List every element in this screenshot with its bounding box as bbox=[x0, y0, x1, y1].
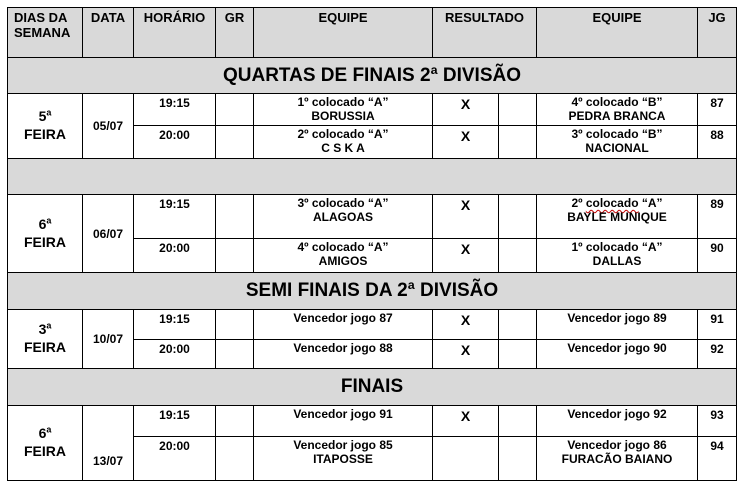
game-number: 91 bbox=[698, 310, 737, 340]
header-game: JG bbox=[698, 8, 737, 58]
header-row bbox=[8, 8, 737, 58]
header-result: RESULTADO bbox=[433, 8, 537, 58]
spellcheck-underline: colocado bbox=[585, 196, 639, 210]
group-cell bbox=[216, 239, 254, 273]
team-1-cell: 2º colocado “A” C S K A bbox=[254, 126, 433, 159]
team-2-cell: Vencedor jogo 86 FURACÃO BAIANO bbox=[537, 437, 698, 481]
team-1-cell: 3º colocado “A” ALAGOAS bbox=[254, 195, 433, 239]
section-spacer bbox=[8, 159, 737, 195]
result-x: X bbox=[433, 126, 499, 159]
time-cell: 19:15 bbox=[134, 195, 216, 239]
team-2-cell: 4º colocado “B” PEDRA BRANCA bbox=[537, 94, 698, 126]
section-title-final: FINAIS bbox=[8, 369, 737, 406]
team-2-cell: Vencedor jogo 90 bbox=[537, 340, 698, 369]
day-cell: 6$^a$ FEIRA bbox=[8, 406, 83, 481]
result-score-cell bbox=[499, 310, 537, 340]
result-score-cell bbox=[499, 340, 537, 369]
group-cell bbox=[216, 126, 254, 159]
result-x: X bbox=[433, 195, 499, 239]
game-row bbox=[8, 94, 737, 126]
team-2-cell: Vencedor jogo 92 bbox=[537, 406, 698, 437]
day-cell: 3$^a$ FEIRA bbox=[8, 310, 83, 369]
game-number: 88 bbox=[698, 126, 737, 159]
time-cell: 20:00 bbox=[134, 340, 216, 369]
group-cell bbox=[216, 406, 254, 437]
section-spacer-row bbox=[8, 159, 737, 195]
section-title-quarter: QUARTAS DE FINAIS 2ª DIVISÃO bbox=[8, 58, 737, 94]
group-cell bbox=[216, 195, 254, 239]
date-cell: 05/07 bbox=[83, 94, 134, 159]
game-number: 94 bbox=[698, 437, 737, 481]
schedule-table bbox=[7, 7, 737, 481]
time-cell: 19:15 bbox=[134, 94, 216, 126]
schedule-sheet bbox=[7, 7, 737, 481]
header-date: DATA bbox=[83, 8, 134, 58]
result-x bbox=[433, 437, 499, 481]
time-cell: 19:15 bbox=[134, 310, 216, 340]
team-1-cell: Vencedor jogo 87 bbox=[254, 310, 433, 340]
game-number: 90 bbox=[698, 239, 737, 273]
result-score-cell bbox=[499, 437, 537, 481]
time-cell: 20:00 bbox=[134, 126, 216, 159]
game-number: 92 bbox=[698, 340, 737, 369]
time-cell: 20:00 bbox=[134, 239, 216, 273]
section-row bbox=[8, 369, 737, 406]
team-2-cell: 3º colocado “B” NACIONAL bbox=[537, 126, 698, 159]
result-x: X bbox=[433, 406, 499, 437]
group-cell bbox=[216, 437, 254, 481]
group-cell bbox=[216, 340, 254, 369]
team-1-cell: 4º colocado “A” AMIGOS bbox=[254, 239, 433, 273]
team-2-cell: 2º colocado “A” BAYLE MUNIQUE bbox=[537, 195, 698, 239]
group-cell bbox=[216, 310, 254, 340]
header-team-1: EQUIPE bbox=[254, 8, 433, 58]
result-x: X bbox=[433, 310, 499, 340]
header-time: HORÁRIO bbox=[134, 8, 216, 58]
game-row bbox=[8, 406, 737, 437]
day-cell: 5$^a$ FEIRA bbox=[8, 94, 83, 159]
game-number: 87 bbox=[698, 94, 737, 126]
team-1-cell: Vencedor jogo 85 ITAPOSSE bbox=[254, 437, 433, 481]
team-1-cell: Vencedor jogo 88 bbox=[254, 340, 433, 369]
group-cell bbox=[216, 94, 254, 126]
result-x: X bbox=[433, 340, 499, 369]
section-row bbox=[8, 273, 737, 310]
result-x: X bbox=[433, 94, 499, 126]
result-score-cell bbox=[499, 239, 537, 273]
result-score-cell bbox=[499, 406, 537, 437]
game-number: 93 bbox=[698, 406, 737, 437]
day-cell: 6$^a$ FEIRA bbox=[8, 195, 83, 273]
team-1-cell: 1º colocado “A” BORUSSIA bbox=[254, 94, 433, 126]
result-score-cell bbox=[499, 195, 537, 239]
header-day: DIAS DA SEMANA bbox=[8, 8, 83, 58]
time-cell: 19:15 bbox=[134, 406, 216, 437]
team-2-cell: Vencedor jogo 89 bbox=[537, 310, 698, 340]
date-cell: 13/07 bbox=[83, 406, 134, 481]
game-row bbox=[8, 310, 737, 340]
game-row bbox=[8, 195, 737, 239]
game-number: 89 bbox=[698, 195, 737, 239]
team-2-cell: 1º colocado “A” DALLAS bbox=[537, 239, 698, 273]
result-x: X bbox=[433, 239, 499, 273]
header-team-2: EQUIPE bbox=[537, 8, 698, 58]
date-cell: 06/07 bbox=[83, 195, 134, 273]
time-cell: 20:00 bbox=[134, 437, 216, 481]
date-cell: 10/07 bbox=[83, 310, 134, 369]
result-score-cell bbox=[499, 94, 537, 126]
header-group: GR bbox=[216, 8, 254, 58]
section-title-semi: SEMI FINAIS DA 2ª DIVISÃO bbox=[8, 273, 737, 310]
result-score-cell bbox=[499, 126, 537, 159]
team-1-cell: Vencedor jogo 91 bbox=[254, 406, 433, 437]
section-row bbox=[8, 58, 737, 94]
